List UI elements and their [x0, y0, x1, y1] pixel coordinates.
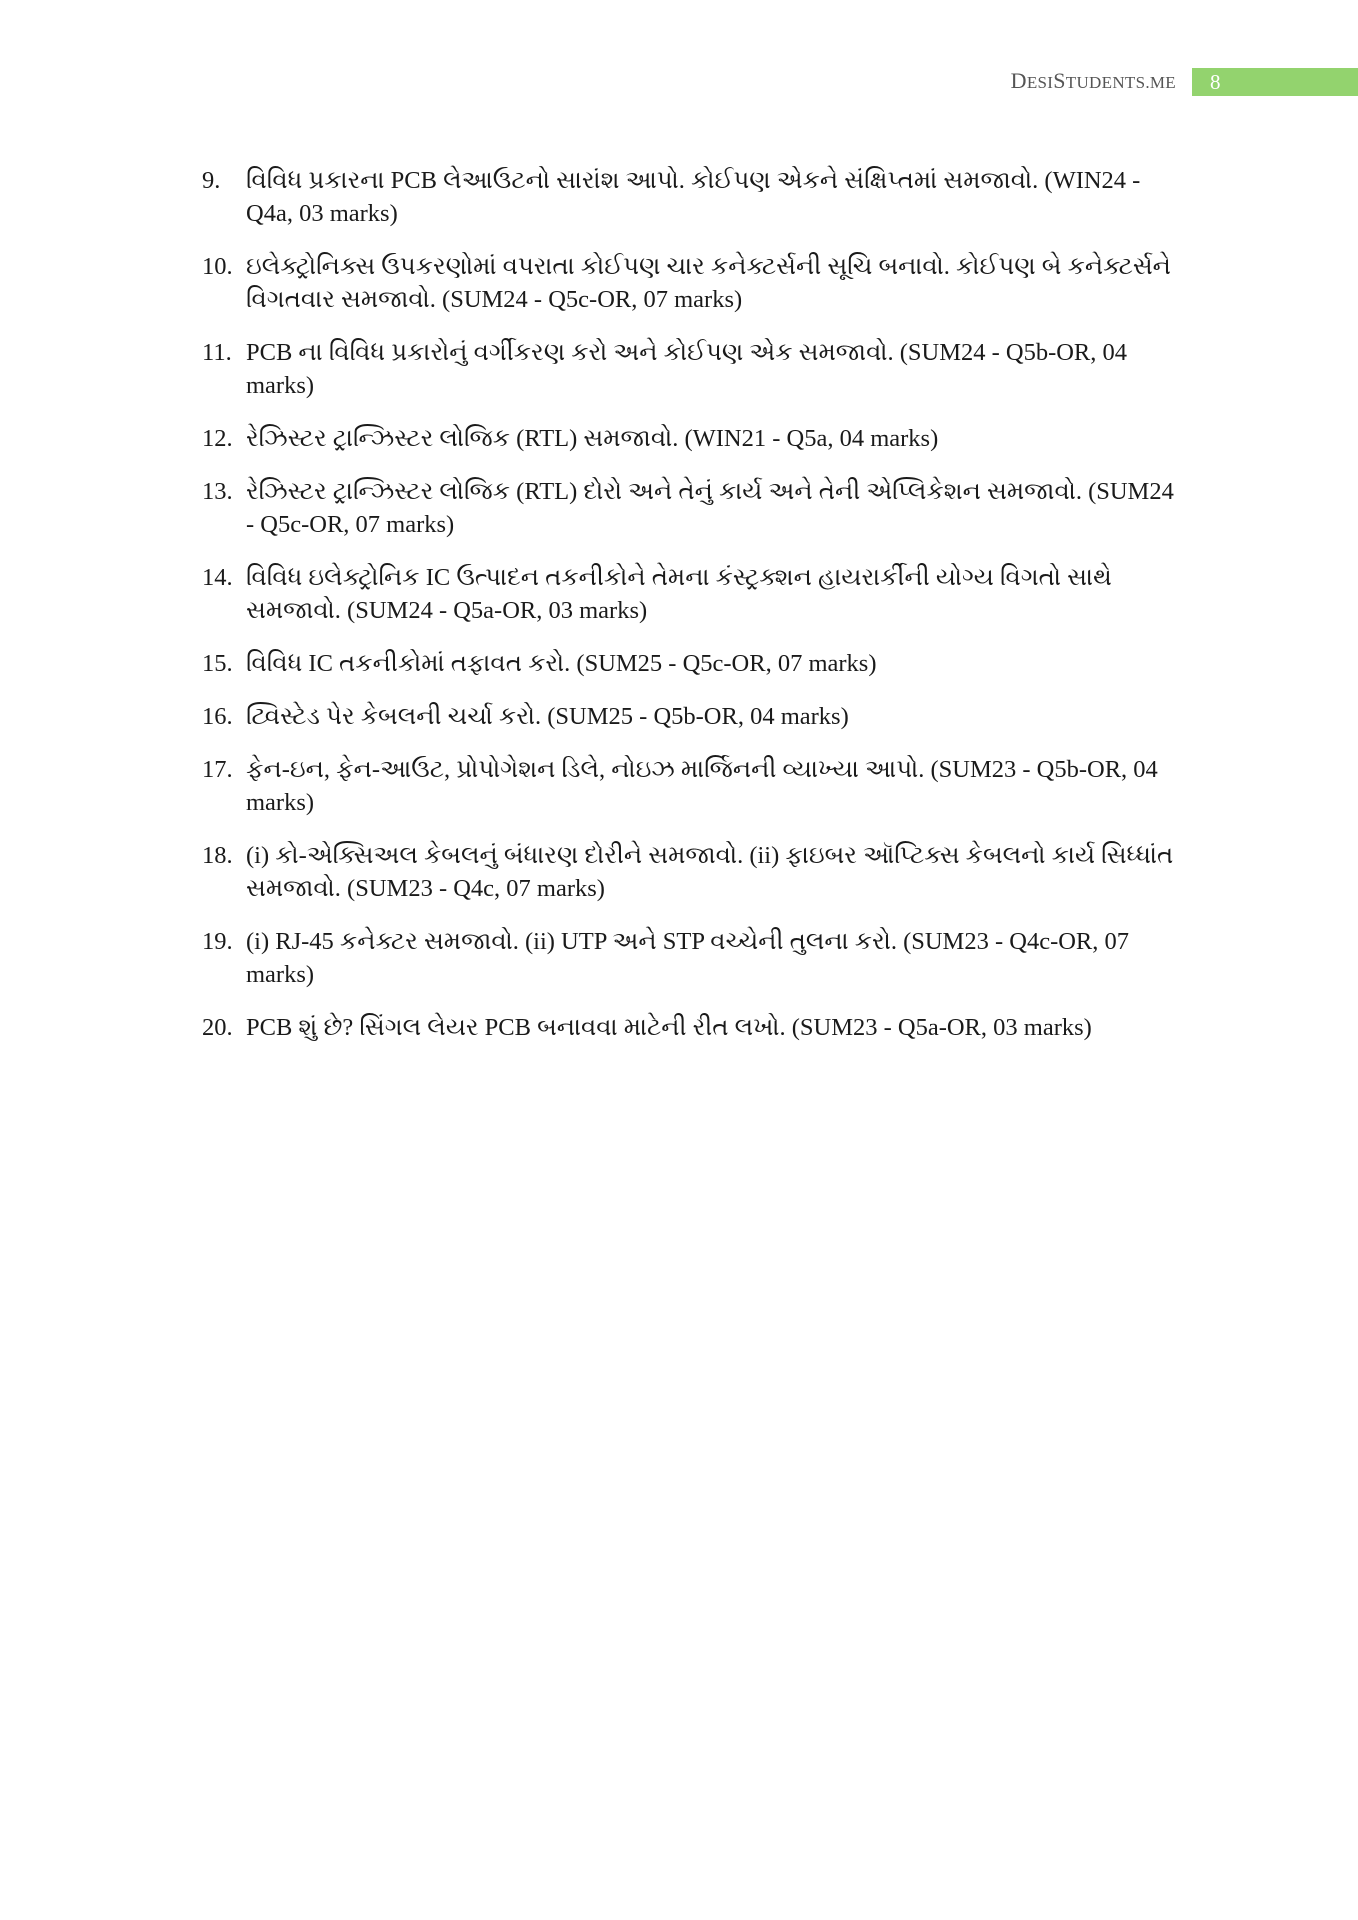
site-name-letter-d: D	[1010, 68, 1027, 93]
site-name-suffix: .ME	[1145, 73, 1176, 92]
question-item	[202, 700, 1182, 733]
question-number: 17.	[202, 756, 233, 783]
question-item	[202, 422, 1182, 455]
question-item	[202, 561, 1182, 627]
question-text: ફેન-ઇન, ફેન-આઉટ, પ્રોપોગેશન ડિલે, નોઇઝ માર્જિનની વ્યાખ્યા આપો. (SUM23 - Q5b-OR, 04 marks)	[246, 756, 1158, 816]
question-number: 14.	[202, 564, 233, 591]
question-text: વિવિધ ઇલેક્ટ્રોનિક IC ઉત્પાદન તકનીકોને તેમના કંસ્ટ્રક્શન હાયરાર્કીની યોગ્ય વિગતો સાથે સમજાવો. (SUM24 - Q5a-OR, 03 marks)	[246, 564, 1112, 624]
question-number: 20.	[202, 1014, 233, 1041]
question-item	[202, 647, 1182, 680]
question-number: 11.	[202, 339, 232, 366]
page-header	[1011, 68, 1358, 96]
question-text: (i) કો-એક્સિઅલ કેબલનું બંધારણ દોરીને સમજાવો. (ii) ફાઇબર ઑપ્ટિક્સ કેબલનો કાર્ય સિધ્ધાંત સમજાવો. (SUM23 - Q4c, 07 marks)	[246, 842, 1174, 902]
site-name-letter-s: S	[1053, 68, 1066, 93]
question-number: 16.	[202, 703, 233, 730]
question-item	[202, 839, 1182, 905]
question-text: વિવિધ IC તકનીકોમાં તફાવત કરો. (SUM25 - Q5c-OR, 07 marks)	[246, 650, 877, 677]
question-text: રેઝિસ્ટર ટ્રાન્ઝિસ્ટર લોજિક (RTL) સમજાવો. (WIN21 - Q5a, 04 marks)	[246, 425, 939, 452]
question-number: 19.	[202, 928, 233, 955]
site-name-part-tudents: TUDENTS	[1065, 73, 1146, 92]
question-text: રેઝિસ્ટર ટ્રાન્ઝિસ્ટર લોજિક (RTL) દોરો અને તેનું કાર્ય અને તેની એપ્લિકેશન સમજાવો. (SUM24 - Q5c-OR, 07 marks)	[246, 478, 1174, 538]
question-text: ટ્વિસ્ટેડ પેર કેબલની ચર્ચા કરો. (SUM25 - Q5b-OR, 04 marks)	[246, 703, 849, 730]
question-number: 18.	[202, 842, 233, 869]
question-number: 9.	[202, 167, 221, 194]
page-number: 8	[1192, 68, 1358, 96]
question-item	[202, 753, 1182, 819]
question-number: 15.	[202, 650, 233, 677]
question-item	[202, 925, 1182, 991]
question-text: વિવિધ પ્રકારના PCB લેઆઉટનો સારાંશ આપો. કોઈપણ એકને સંક્ષિપ્તમાં સમજાવો. (WIN24 - Q4a, 03 marks)	[246, 167, 1141, 227]
question-number: 13.	[202, 478, 233, 505]
question-text: (i) RJ-45 કનેક્ટર સમજાવો. (ii) UTP અને STP વચ્ચેની તુલના કરો. (SUM23 - Q4c-OR, 07 marks)	[246, 928, 1130, 988]
site-name-part-esi: ESI	[1026, 73, 1054, 92]
site-name	[1011, 67, 1176, 97]
question-number: 12.	[202, 425, 233, 452]
question-item	[202, 250, 1182, 316]
question-item	[202, 475, 1182, 541]
question-list	[202, 164, 1182, 1064]
question-number: 10.	[202, 253, 233, 280]
question-text: PCB ના વિવિધ પ્રકારોનું વર્ગીકરણ કરો અને કોઈપણ એક સમજાવો. (SUM24 - Q5b-OR, 04 marks)	[246, 339, 1128, 399]
question-text: ઇલેક્ટ્રોનિક્સ ઉપકરણોમાં વપરાતા કોઈપણ ચાર કનેક્ટર્સની સૂચિ બનાવો. કોઈપણ બે કનેક્ટર્સને વિગતવાર સમજાવો. (SUM24 - Q5c-OR, 07 marks)	[246, 253, 1171, 313]
question-item	[202, 336, 1182, 402]
question-text: PCB શું છે? સિંગલ લેયર PCB બનાવવા માટેની રીત લખો. (SUM23 - Q5a-OR, 03 marks)	[246, 1014, 1092, 1041]
question-item	[202, 1011, 1182, 1044]
question-item	[202, 164, 1182, 230]
